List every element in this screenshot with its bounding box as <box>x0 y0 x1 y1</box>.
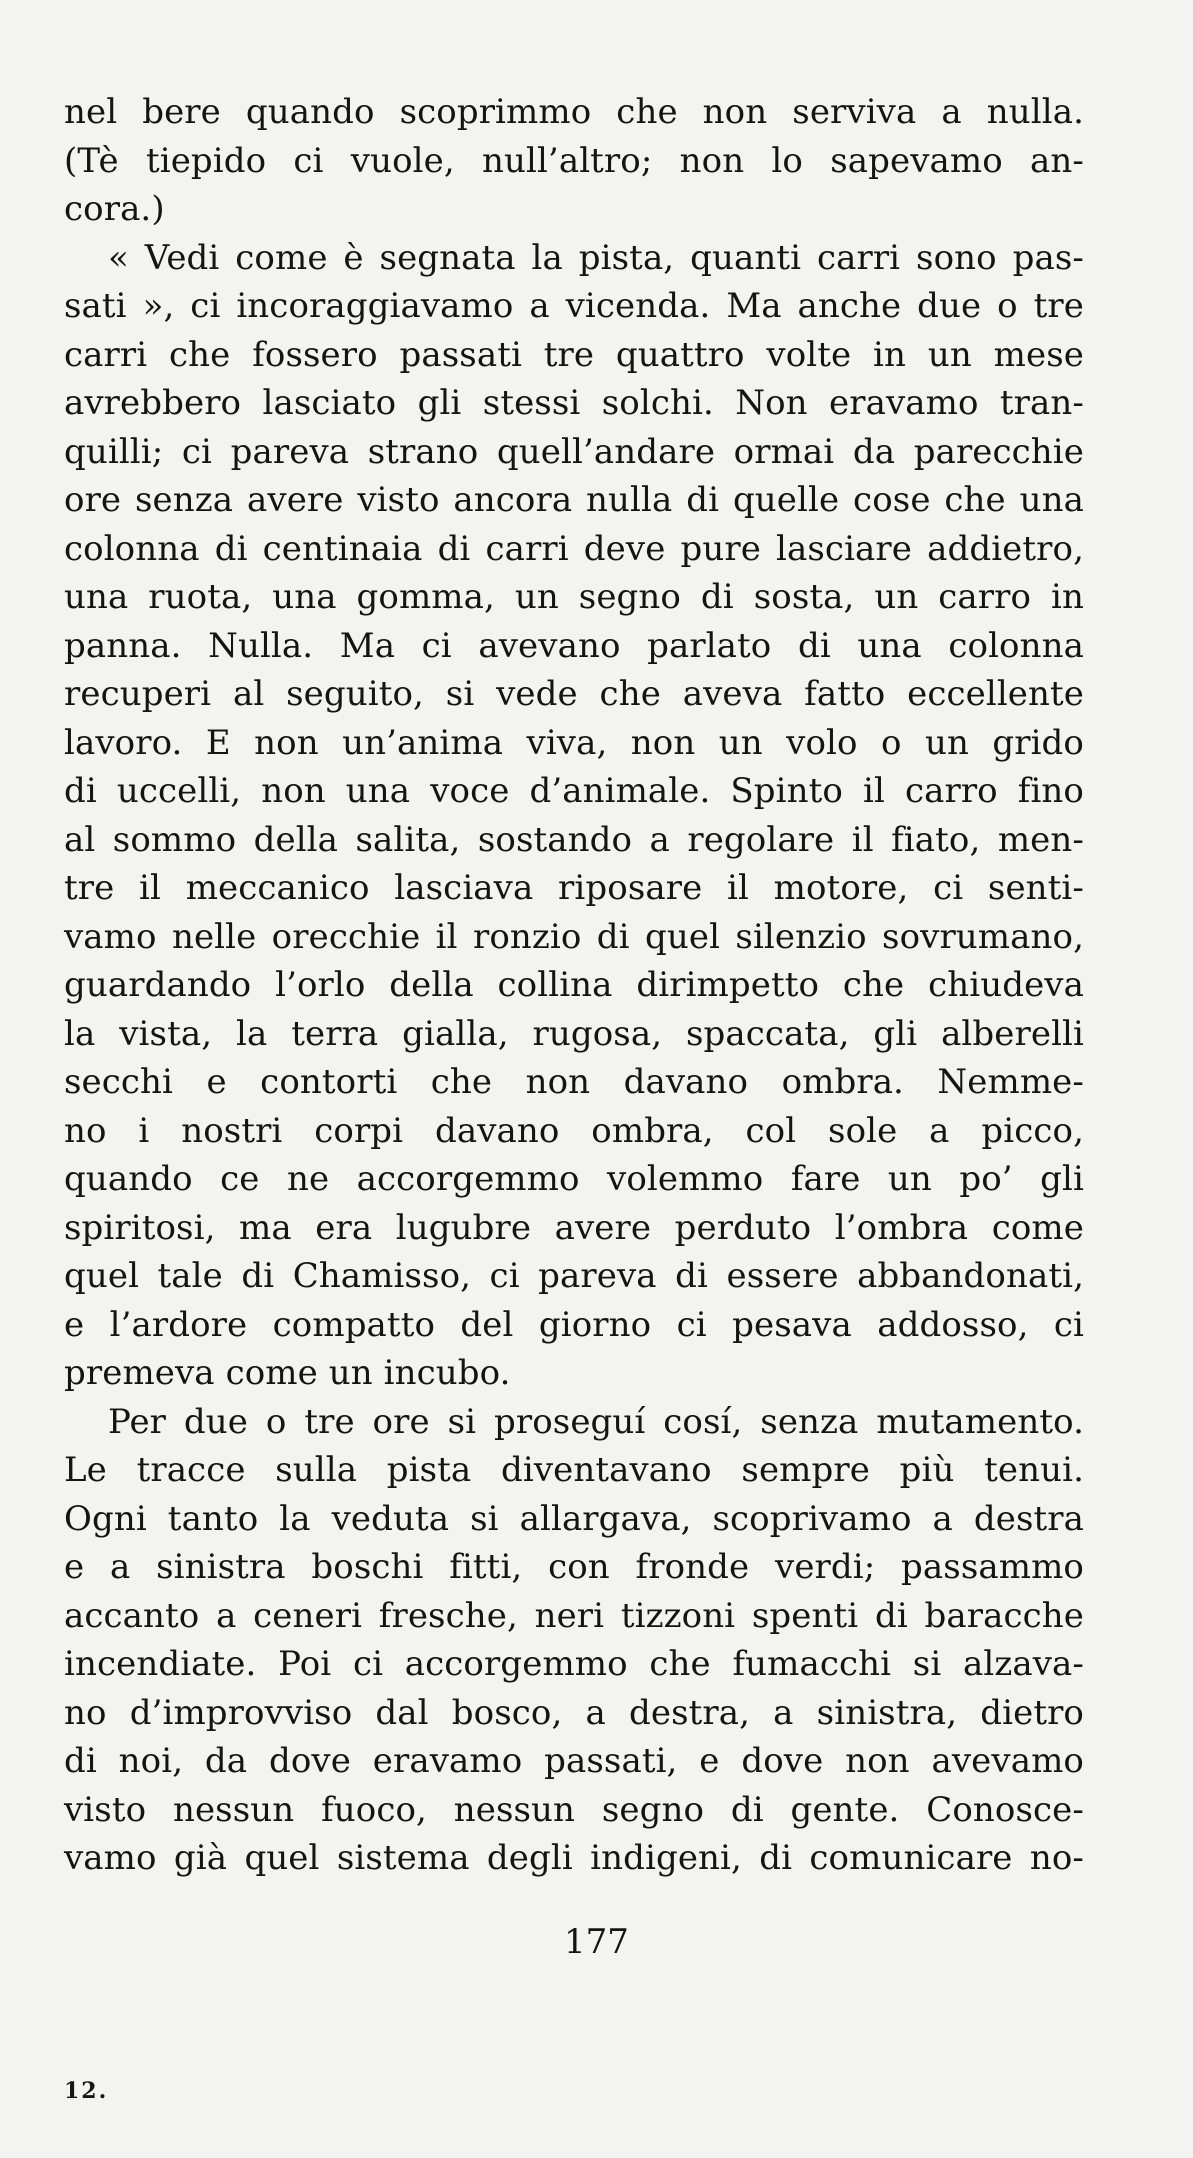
text-line: avrebbero lasciato gli stessi solchi. Non eravamo tran- <box>64 383 1084 423</box>
text-line: quel tale di Chamisso, ci pareva di essere abbandonati, <box>64 1256 1084 1296</box>
text-line: sati », ci incoraggiavamo a vicenda. Ma anche due o tre <box>64 286 1084 326</box>
text-line: ore senza avere visto ancora nulla di quelle cose che una <box>64 480 1084 520</box>
text-line: Le tracce sulla pista diventavano sempre più tenui. <box>64 1450 1084 1490</box>
text-line: una ruota, una gomma, un segno di sosta, un carro in <box>64 577 1084 617</box>
text-line: colonna di centinaia di carri deve pure lasciare addietro, <box>64 528 1084 569</box>
text-line: al sommo della salita, sostando a regolare il fiato, men- <box>64 819 1084 860</box>
text-line: di uccelli, non una voce d’animale. Spinto il carro fino <box>64 771 1084 811</box>
text-line: lavoro. E non un’anima viva, non un volo o un grido <box>64 722 1084 763</box>
text-line: secchi e contorti che non davano ombra. Nemme- <box>64 1062 1084 1102</box>
text-line: panna. Nulla. Ma ci avevano parlato di una colonna <box>64 625 1084 666</box>
text-line: cora.) <box>64 189 165 229</box>
text-line: e a sinistra boschi fitti, con fronde verdi; passammo <box>64 1547 1084 1587</box>
text-line: di noi, da dove eravamo passati, e dove non avevamo <box>64 1741 1084 1781</box>
text-line: carri che fossero passati tre quattro volte in un mese <box>64 334 1084 375</box>
text-line: la vista, la terra gialla, rugosa, spaccata, gli alberelli <box>64 1013 1084 1054</box>
text-line: (Tè tiepido ci vuole, null’altro; non lo sapevamo an- <box>64 140 1084 181</box>
body-text <box>64 88 1084 1883</box>
signature-mark: 12. <box>64 2078 109 2104</box>
text-line: no i nostri corpi davano ombra, col sole a picco, <box>64 1110 1084 1151</box>
text-line: guardando l’orlo della collina dirimpetto che chiudeva <box>64 965 1084 1005</box>
text-line: accanto a ceneri fresche, neri tizzoni spenti di baracche <box>64 1595 1084 1636</box>
text-line: spiritosi, ma era lugubre avere perduto l’ombra come <box>64 1207 1084 1248</box>
text-line: visto nessun fuoco, nessun segno di gente. Conosce- <box>64 1789 1084 1830</box>
text-line: incendiate. Poi ci accorgemmo che fumacchi si alzava- <box>64 1644 1084 1684</box>
text-line: vamo già quel sistema degli indigeni, di comunicare no- <box>64 1838 1084 1878</box>
text-line: quando ce ne accorgemmo volemmo fare un po’ gli <box>64 1159 1084 1199</box>
text-line: recuperi al seguito, si vede che aveva fatto eccellente <box>64 674 1084 714</box>
text-line: « Vedi come è segnata la pista, quanti carri sono pas- <box>108 237 1084 278</box>
text-line: Per due o tre ore si proseguí cosí, senza mutamento. <box>108 1401 1084 1442</box>
text-line: Ogni tanto la veduta si allargava, scoprivamo a destra <box>64 1498 1084 1539</box>
text-line: vamo nelle orecchie il ronzio di quel silenzio sovrumano, <box>64 916 1084 957</box>
text-line: nel bere quando scoprimmo che non serviva a nulla. <box>64 92 1084 132</box>
page-number: 177 <box>564 1922 629 1962</box>
text-line: no d’improvviso dal bosco, a destra, a sinistra, dietro <box>64 1692 1084 1733</box>
text-line: premeva come un incubo. <box>64 1353 511 1393</box>
text-line: quilli; ci pareva strano quell’andare ormai da parecchie <box>64 431 1084 472</box>
text-line: e l’ardore compatto del giorno ci pesava addosso, ci <box>64 1304 1084 1345</box>
text-line: tre il meccanico lasciava riposare il motore, ci senti- <box>64 868 1084 908</box>
